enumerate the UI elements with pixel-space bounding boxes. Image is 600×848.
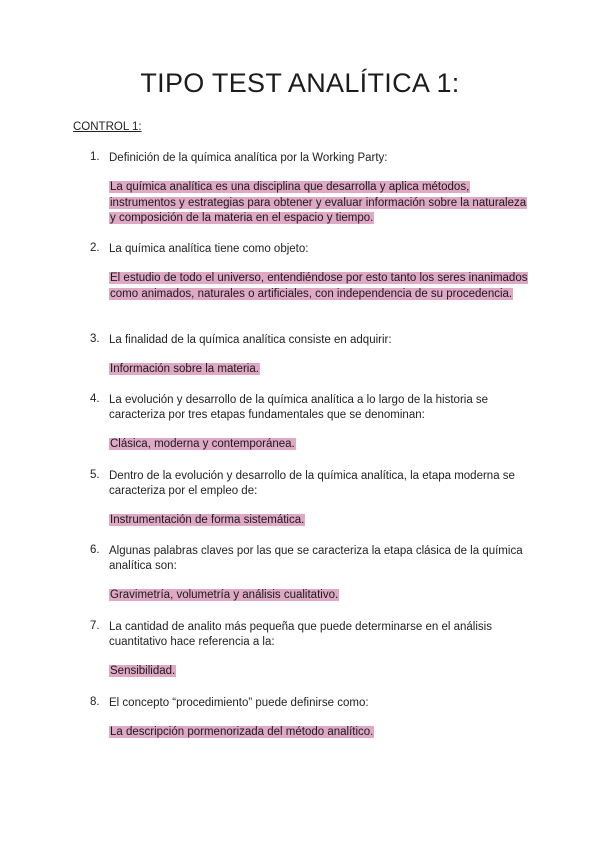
question-text: Dentro de la evolución y desarrollo de la química analítica, la etapa moderna se caracteriza por el empleo de: (109, 470, 515, 497)
page-title: TIPO TEST ANALÍTICA 1: (140, 68, 460, 98)
question-number: 6. (90, 544, 100, 556)
question-item-8 (90, 696, 530, 741)
question-number: 4. (90, 393, 100, 405)
question-item-1 (90, 151, 530, 227)
question-text: La química analítica tiene como objeto: (109, 243, 309, 255)
question-item-4 (90, 393, 530, 453)
question-number: 2. (90, 242, 100, 254)
answer-highlight (109, 180, 530, 227)
answer-text: Gravimetría, volumetría y análisis cualitativo. (110, 589, 339, 601)
question-item-3 (90, 333, 530, 378)
answer-highlight (109, 725, 530, 741)
question-number: 7. (90, 620, 100, 632)
question-item-6 (90, 544, 530, 604)
answer-text: Sensibilidad. (110, 665, 176, 677)
answer-highlight (109, 362, 530, 378)
answer-text: El estudio de todo el universo, entendiéndose por esto tanto los seres inanimados como animados, naturales o artificiales, con independencia de su procedencia. (110, 272, 528, 300)
question-text: La cantidad de analito más pequeña que puede determinarse en el análisis cuantitativo hace referencia a la: (109, 621, 492, 648)
answer-highlight (109, 588, 530, 604)
answer-text: Clásica, moderna y contemporánea. (110, 438, 295, 450)
answer-text: La química analítica es una disciplina que desarrolla y aplica métodos, instrumentos y estrategias para obtener y evaluar información sobre la naturaleza y composición de la materia en el espacio y tiempo. (110, 181, 527, 224)
question-number: 3. (90, 333, 100, 345)
answer-highlight (109, 513, 530, 529)
answer-highlight (109, 664, 530, 680)
question-text: Definición de la química analítica por la Working Party: (109, 152, 388, 164)
section-heading: CONTROL 1: (73, 121, 142, 133)
question-text: Algunas palabras claves por las que se caracteriza la etapa clásica de la química analítica son: (109, 545, 523, 572)
answer-highlight (109, 437, 530, 453)
answer-text: Información sobre la materia. (110, 363, 259, 375)
question-item-7 (90, 620, 530, 680)
answer-text: La descripción pormenorizada del método analítico. (110, 726, 374, 738)
answer-highlight (109, 271, 530, 302)
question-number: 1. (90, 151, 100, 163)
question-text: El concepto “procedimiento” puede definirse como: (109, 697, 369, 709)
question-text: La finalidad de la química analítica consiste en adquirir: (109, 334, 392, 346)
question-item-5 (90, 469, 530, 529)
question-item-2 (90, 242, 530, 302)
question-number: 5. (90, 469, 100, 481)
answer-text: Instrumentación de forma sistemática. (110, 514, 305, 526)
question-number: 8. (90, 696, 100, 708)
question-text: La evolución y desarrollo de la química analítica a lo largo de la historia se caracteriza por tres etapas fundamentales que se denominan: (109, 394, 489, 421)
